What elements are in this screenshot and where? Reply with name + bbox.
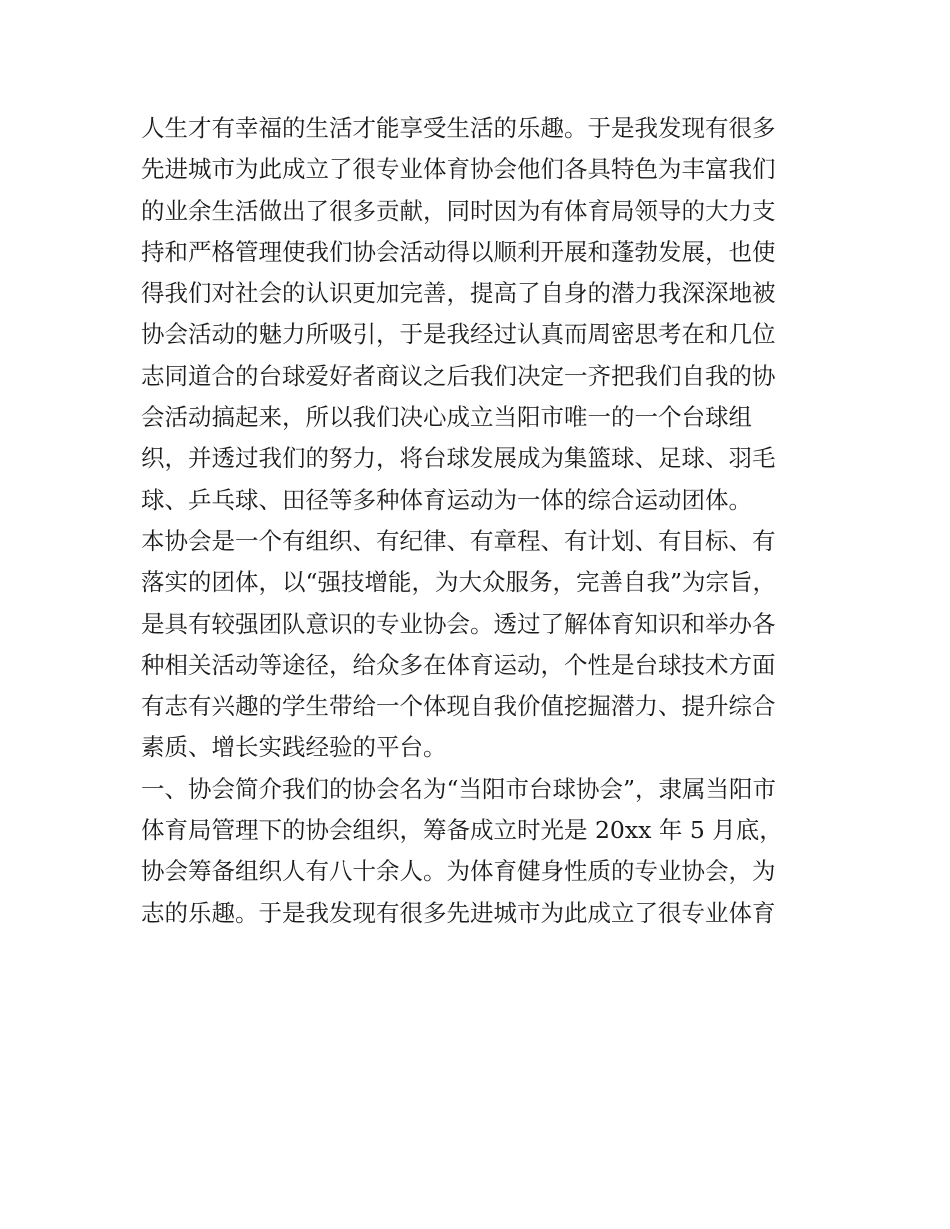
text-line-1: 人生才有幸福的生活才能享受生活的乐趣。于是我发现有很多	[141, 114, 776, 142]
text-line-12: 落实的团体，以“强技增能，为大众服务，完善自我”为宗旨，	[141, 568, 777, 597]
text-line-16: 素质、增长实践经验的平台。	[141, 733, 447, 762]
text-line-3: 的业余生活做出了很多贡献，同时因为有体育局领导的大力支	[141, 196, 776, 225]
text-line-5: 得我们对社会的认识更加完善，提高了自身的潜力我深深地被	[141, 279, 776, 308]
text-line-17: 一、协会简介我们的协会名为“当阳市台球协会”，隶属当阳市	[141, 774, 777, 803]
text-line-18: 体育局管理下的协会组织，筹备成立时光是 20xx 年 5 月底，	[141, 816, 783, 845]
text-line-7: 志同道合的台球爱好者商议之后我们决定一齐把我们自我的协	[141, 361, 776, 390]
text-line-15: 有志有兴趣的学生带给一个体现自我价值挖掘潜力、提升综合	[141, 692, 776, 721]
text-line-20: 志的乐趣。于是我发现有很多先进城市为此成立了很专业体育	[141, 898, 776, 927]
body-text	[141, 108, 821, 934]
text-line-19: 协会筹备组织人有八十余人。为体育健身性质的专业协会，为	[141, 857, 776, 886]
text-line-10: 球、乒乓球、田径等多种体育运动为一体的综合运动团体。	[141, 485, 752, 514]
text-line-4: 持和严格管理使我们协会活动得以顺利开展和蓬勃发展，也使	[141, 237, 776, 266]
text-line-8: 会活动搞起来，所以我们决心成立当阳市唯一的一个台球组	[141, 403, 752, 432]
text-line-2: 先进城市为此成立了很专业体育协会他们各具特色为丰富我们	[141, 155, 776, 184]
text-line-13: 是具有较强团队意识的专业协会。透过了解体育知识和举办各	[141, 609, 776, 638]
text-line-9: 织，并透过我们的努力，将台球发展成为集篮球、足球、羽毛	[141, 444, 776, 473]
text-line-14: 种相关活动等途径，给众多在体育运动，个性是台球技术方面	[141, 650, 776, 679]
text-line-6: 协会活动的魅力所吸引，于是我经过认真而周密思考在和几位	[141, 320, 776, 349]
text-line-11: 本协会是一个有组织、有纪律、有章程、有计划、有目标、有	[141, 526, 776, 555]
